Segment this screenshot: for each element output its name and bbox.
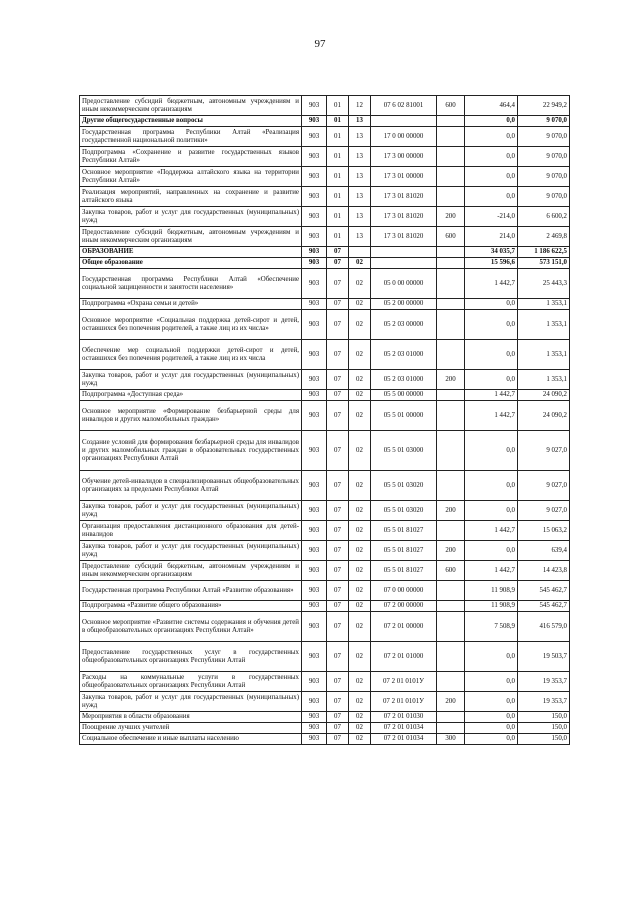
row-subsection: 02 [349,310,371,340]
row-target-article: 05 2 03 01000 [371,370,437,390]
table-row [80,401,570,431]
table-row [80,390,570,401]
row-subsection: 02 [349,431,371,471]
row-section: 07 [327,541,349,561]
row-expense-type [437,340,465,370]
row-target-article: 07 6 02 81001 [371,96,437,116]
row-subsection [349,247,371,258]
row-name: Закупка товаров, работ и услуг для государственных (муниципальных) нужд [80,207,302,227]
row-section: 07 [327,672,349,692]
row-subsection: 02 [349,601,371,612]
row-amount-total: 25 443,3 [518,269,570,299]
row-code: 903 [302,269,327,299]
table-row [80,692,570,712]
row-amount-change: 11 908,9 [465,581,518,601]
row-name: Государственная программа Республики Алтай «Обеспечение социальной защищенности и занятости населения» [80,269,302,299]
row-amount-total: 9 070,0 [518,127,570,147]
row-code: 903 [302,541,327,561]
row-subsection: 12 [349,96,371,116]
row-expense-type: 600 [437,96,465,116]
row-amount-change: 0,0 [465,642,518,672]
row-code: 903 [302,390,327,401]
row-code: 903 [302,471,327,501]
row-code: 903 [302,561,327,581]
row-target-article: 17 3 01 81020 [371,227,437,247]
row-amount-total: 1 353,1 [518,370,570,390]
row-subsection: 02 [349,299,371,310]
row-amount-total: 545 462,7 [518,581,570,601]
row-section: 01 [327,167,349,187]
table-row [80,269,570,299]
row-subsection: 02 [349,734,371,745]
row-expense-type [437,401,465,431]
row-amount-change: 1 442,7 [465,390,518,401]
row-section: 07 [327,692,349,712]
row-expense-type [437,116,465,127]
row-target-article: 05 5 01 03000 [371,431,437,471]
row-subsection: 13 [349,207,371,227]
row-target-article: 05 5 01 03020 [371,471,437,501]
row-section: 07 [327,340,349,370]
row-expense-type: 200 [437,370,465,390]
row-subsection: 02 [349,561,371,581]
row-expense-type: 600 [437,561,465,581]
row-target-article: 07 2 01 01034 [371,723,437,734]
row-amount-total: 639,4 [518,541,570,561]
row-name: Создание условий для формирования безбарьерной среды для инвалидов и других маломобильных граждан в образовательных государственных организациях Республики Алтай [80,431,302,471]
table-row [80,147,570,167]
row-code: 903 [302,310,327,340]
row-name: Предоставление субсидий бюджетным, автономным учреждениям и иным некоммерческим организациям [80,96,302,116]
row-amount-change: 1 442,7 [465,561,518,581]
row-expense-type [437,258,465,269]
row-name: Основное мероприятие «Социальная поддержка детей-сирот и детей, оставшихся без попечения родителей, а также лиц из их числа» [80,310,302,340]
row-section: 01 [327,227,349,247]
table-row [80,521,570,541]
row-amount-change: 1 442,7 [465,401,518,431]
row-amount-total: 9 070,0 [518,187,570,207]
row-code: 903 [302,247,327,258]
table-row [80,116,570,127]
row-target-article: 17 3 01 81020 [371,207,437,227]
row-subsection: 02 [349,258,371,269]
row-expense-type: 200 [437,501,465,521]
row-expense-type [437,147,465,167]
table-row [80,340,570,370]
row-amount-total: 150,0 [518,734,570,745]
table-row [80,127,570,147]
table-row [80,310,570,340]
row-name: Организация предоставления дистанционного образования для детей-инвалидов [80,521,302,541]
row-section: 07 [327,310,349,340]
row-target-article: 07 2 00 00000 [371,601,437,612]
row-amount-total: 2 469,8 [518,227,570,247]
table-row [80,734,570,745]
row-section: 07 [327,581,349,601]
row-amount-change: 0,0 [465,471,518,501]
row-amount-total: 1 353,1 [518,340,570,370]
row-target-article: 07 2 01 01030 [371,712,437,723]
row-section: 07 [327,390,349,401]
row-amount-change: 15 596,6 [465,258,518,269]
row-expense-type [437,581,465,601]
row-section: 07 [327,471,349,501]
row-amount-total: 1 353,1 [518,299,570,310]
table-row [80,471,570,501]
row-code: 903 [302,581,327,601]
table-row [80,207,570,227]
row-subsection: 13 [349,147,371,167]
row-section: 07 [327,299,349,310]
row-name: Закупка товаров, работ и услуг для государственных (муниципальных) нужд [80,370,302,390]
row-amount-total: 1 353,1 [518,310,570,340]
row-target-article: 05 2 00 00000 [371,299,437,310]
row-name: Закупка товаров, работ и услуг для государственных (муниципальных) нужд [80,692,302,712]
row-subsection: 02 [349,581,371,601]
row-expense-type: 200 [437,207,465,227]
row-amount-total: 573 151,0 [518,258,570,269]
row-expense-type [437,269,465,299]
row-amount-change: 0,0 [465,310,518,340]
row-expense-type: 300 [437,734,465,745]
row-expense-type [437,247,465,258]
row-code: 903 [302,521,327,541]
row-amount-change: 7 508,9 [465,612,518,642]
row-section: 07 [327,712,349,723]
row-expense-type [437,167,465,187]
row-section: 07 [327,501,349,521]
row-target-article: 07 2 01 0101У [371,692,437,712]
table-row [80,370,570,390]
row-name: Подпрограмма «Доступная среда» [80,390,302,401]
row-amount-total: 6 600,2 [518,207,570,227]
row-code: 903 [302,96,327,116]
row-amount-change: 1 442,7 [465,521,518,541]
row-code: 903 [302,258,327,269]
row-amount-change: 0,0 [465,723,518,734]
row-target-article: 17 3 00 00000 [371,147,437,167]
row-amount-change: 0,0 [465,672,518,692]
row-amount-change: 0,0 [465,541,518,561]
table-row [80,247,570,258]
row-subsection: 13 [349,187,371,207]
table-row [80,187,570,207]
row-code: 903 [302,187,327,207]
row-subsection: 13 [349,227,371,247]
row-amount-total: 24 090,2 [518,401,570,431]
row-amount-total: 545 462,7 [518,601,570,612]
row-amount-change: 464,4 [465,96,518,116]
row-expense-type [437,431,465,471]
row-amount-total: 9 027,0 [518,431,570,471]
row-amount-change: 0,0 [465,340,518,370]
row-amount-change: 0,0 [465,734,518,745]
table-row [80,167,570,187]
table-row [80,672,570,692]
row-target-article: 07 2 01 0101У [371,672,437,692]
table-row [80,612,570,642]
row-section: 07 [327,247,349,258]
row-section: 07 [327,734,349,745]
row-amount-total: 9 070,0 [518,167,570,187]
row-expense-type [437,310,465,340]
table-row [80,642,570,672]
row-expense-type [437,390,465,401]
row-code: 903 [302,127,327,147]
row-expense-type [437,521,465,541]
row-code: 903 [302,370,327,390]
row-name: Предоставление субсидий бюджетным, автономным учреждениям и иным некоммерческим организациям [80,561,302,581]
row-amount-change: 0,0 [465,501,518,521]
row-name: Реализация мероприятий, направленных на сохранение и развитие алтайского языка [80,187,302,207]
row-section: 07 [327,370,349,390]
row-target-article: 05 5 01 81027 [371,541,437,561]
table-row [80,561,570,581]
row-code: 903 [302,692,327,712]
row-amount-total: 19 353,7 [518,692,570,712]
table-row [80,431,570,471]
row-subsection: 02 [349,401,371,431]
row-code: 903 [302,401,327,431]
row-code: 903 [302,612,327,642]
row-target-article [371,116,437,127]
row-code: 903 [302,340,327,370]
row-target-article [371,258,437,269]
row-subsection: 02 [349,390,371,401]
row-subsection: 02 [349,370,371,390]
row-expense-type [437,187,465,207]
row-expense-type: 200 [437,692,465,712]
row-amount-total: 22 949,2 [518,96,570,116]
row-name: Расходы на коммунальные услуги в государственных общеобразовательных организациях Республики Алтай [80,672,302,692]
row-target-article: 07 2 01 01000 [371,642,437,672]
row-expense-type [437,471,465,501]
row-name: Поощрение лучших учителей [80,723,302,734]
row-section: 07 [327,601,349,612]
row-target-article: 05 2 03 00000 [371,310,437,340]
row-name: Предоставление государственных услуг в государственных общеобразовательных организациях Республики Алтай [80,642,302,672]
row-amount-change: 34 035,7 [465,247,518,258]
row-expense-type: 200 [437,541,465,561]
row-target-article: 05 5 01 81027 [371,521,437,541]
row-amount-change: 1 442,7 [465,269,518,299]
row-amount-total: 9 027,0 [518,471,570,501]
table-row [80,501,570,521]
row-target-article: 07 2 01 00000 [371,612,437,642]
row-section: 07 [327,642,349,672]
row-amount-change: 0,0 [465,431,518,471]
row-target-article: 05 5 01 00000 [371,401,437,431]
row-name: Другие общегосударственные вопросы [80,116,302,127]
row-name: Закупка товаров, работ и услуг для государственных (муниципальных) нужд [80,541,302,561]
row-name: Основное мероприятие «Поддержка алтайского языка на территории Республики Алтай» [80,167,302,187]
row-amount-total: 24 090,2 [518,390,570,401]
row-code: 903 [302,167,327,187]
row-subsection: 13 [349,116,371,127]
row-section: 07 [327,521,349,541]
row-name: Мероприятия в области образования [80,712,302,723]
row-amount-change: 0,0 [465,116,518,127]
table-row [80,299,570,310]
row-target-article: 05 5 01 03020 [371,501,437,521]
row-subsection: 02 [349,521,371,541]
table-row [80,258,570,269]
row-target-article: 05 2 03 01000 [371,340,437,370]
row-name: ОБРАЗОВАНИЕ [80,247,302,258]
row-target-article: 05 5 01 81027 [371,561,437,581]
table-row [80,541,570,561]
row-section: 01 [327,96,349,116]
row-target-article: 17 3 01 81020 [371,187,437,207]
row-amount-total: 9 027,0 [518,501,570,521]
row-amount-total: 150,0 [518,712,570,723]
row-amount-change: -214,0 [465,207,518,227]
table-row [80,581,570,601]
row-code: 903 [302,501,327,521]
row-name: Подпрограмма «Сохранение и развитие государственных языков Республики Алтай» [80,147,302,167]
row-amount-total: 1 186 622,5 [518,247,570,258]
row-section: 07 [327,612,349,642]
row-expense-type [437,712,465,723]
row-code: 903 [302,712,327,723]
row-code: 903 [302,116,327,127]
row-target-article: 17 0 00 00000 [371,127,437,147]
row-expense-type: 600 [437,227,465,247]
row-subsection: 13 [349,127,371,147]
row-amount-change: 0,0 [465,712,518,723]
row-name: Подпрограмма «Развитие общего образования» [80,601,302,612]
row-amount-change: 0,0 [465,187,518,207]
row-section: 07 [327,269,349,299]
row-subsection: 02 [349,723,371,734]
row-target-article: 17 3 01 00000 [371,167,437,187]
row-amount-change: 0,0 [465,370,518,390]
table-row [80,96,570,116]
row-amount-change: 0,0 [465,167,518,187]
row-code: 903 [302,147,327,167]
row-amount-total: 416 579,0 [518,612,570,642]
row-subsection: 13 [349,167,371,187]
row-target-article: 05 0 00 00000 [371,269,437,299]
row-name: Государственная программа Республики Алтай «Реализация государственной национальной политики» [80,127,302,147]
row-section: 01 [327,127,349,147]
row-expense-type [437,601,465,612]
row-amount-total: 14 423,8 [518,561,570,581]
row-subsection: 02 [349,541,371,561]
row-name: Общее образование [80,258,302,269]
row-subsection: 02 [349,612,371,642]
row-expense-type [437,127,465,147]
row-section: 07 [327,431,349,471]
row-target-article: 07 0 00 00000 [371,581,437,601]
row-name: Основное мероприятие «Развитие системы содержания и обучения детей в общеобразовательных организациях Республики Алтай» [80,612,302,642]
row-name: Государственная программа Республики Алтай «Развитие образования» [80,581,302,601]
row-subsection: 02 [349,501,371,521]
table-row [80,227,570,247]
row-target-article [371,247,437,258]
row-subsection: 02 [349,340,371,370]
row-code: 903 [302,299,327,310]
row-section: 07 [327,401,349,431]
row-code: 903 [302,723,327,734]
row-section: 07 [327,258,349,269]
row-amount-total: 150,0 [518,723,570,734]
row-name: Предоставление субсидий бюджетным, автономным учреждениям и иным некоммерческим организациям [80,227,302,247]
budget-table-body [80,96,570,745]
row-subsection: 02 [349,471,371,501]
row-name: Обучение детей-инвалидов в специализированных общеобразовательных организациях за пределами Республики Алтай [80,471,302,501]
row-amount-total: 19 353,7 [518,672,570,692]
row-amount-total: 19 503,7 [518,642,570,672]
row-subsection: 02 [349,269,371,299]
row-section: 01 [327,116,349,127]
row-amount-change: 0,0 [465,147,518,167]
page-number: 97 [314,38,326,50]
row-name: Обеспечение мер социальной поддержки детей-сирот и детей, оставшихся без попечения родителей, а также лиц из их числа [80,340,302,370]
row-expense-type [437,642,465,672]
row-code: 903 [302,734,327,745]
row-subsection: 02 [349,692,371,712]
row-code: 903 [302,672,327,692]
budget-table [79,95,570,745]
row-subsection: 02 [349,672,371,692]
row-code: 903 [302,642,327,672]
row-subsection: 02 [349,712,371,723]
row-section: 01 [327,147,349,167]
table-row [80,601,570,612]
row-target-article: 07 2 01 01034 [371,734,437,745]
row-amount-change: 0,0 [465,127,518,147]
row-code: 903 [302,227,327,247]
row-amount-total: 9 070,0 [518,147,570,167]
row-expense-type [437,672,465,692]
row-code: 903 [302,207,327,227]
row-section: 07 [327,561,349,581]
row-amount-change: 0,0 [465,692,518,712]
row-expense-type [437,723,465,734]
row-name: Подпрограмма «Охрана семьи и детей» [80,299,302,310]
row-code: 903 [302,431,327,471]
table-row [80,712,570,723]
table-row [80,723,570,734]
row-amount-total: 9 070,0 [518,116,570,127]
row-name: Основное мероприятие «Формирование безбарьерной среды для инвалидов и других маломобильных граждан» [80,401,302,431]
row-name: Социальное обеспечение и иные выплаты населению [80,734,302,745]
row-subsection: 02 [349,642,371,672]
row-name: Закупка товаров, работ и услуг для государственных (муниципальных) нужд [80,501,302,521]
row-expense-type [437,612,465,642]
row-amount-total: 15 063,2 [518,521,570,541]
row-amount-change: 214,0 [465,227,518,247]
row-section: 01 [327,187,349,207]
row-section: 07 [327,723,349,734]
row-target-article: 05 5 00 00000 [371,390,437,401]
row-amount-change: 0,0 [465,299,518,310]
row-code: 903 [302,601,327,612]
row-section: 01 [327,207,349,227]
row-amount-change: 11 908,9 [465,601,518,612]
row-expense-type [437,299,465,310]
